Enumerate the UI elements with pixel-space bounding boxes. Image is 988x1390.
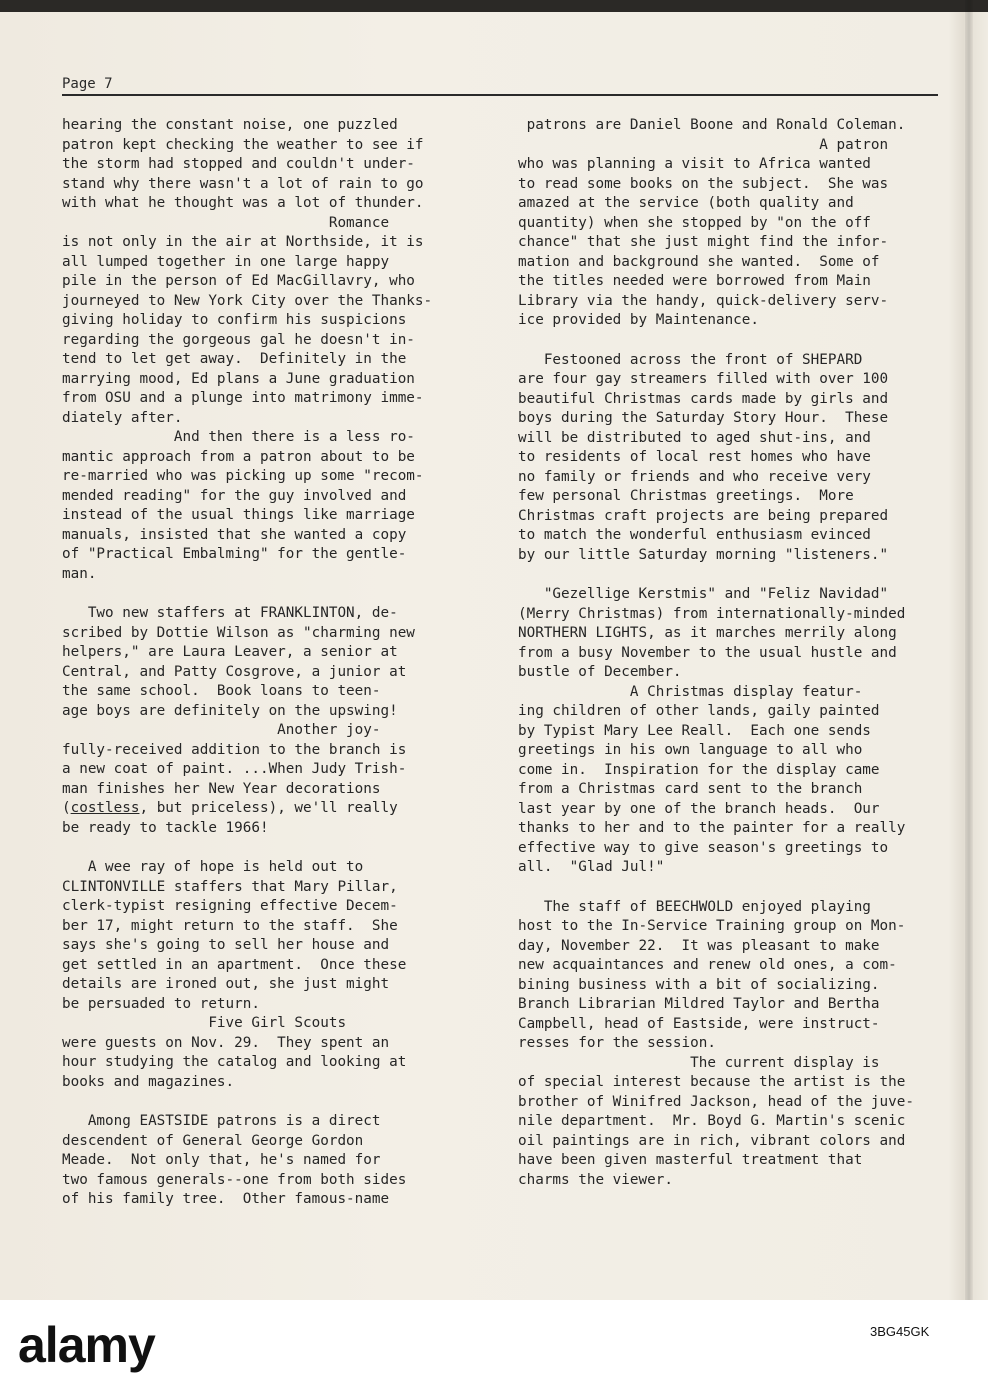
text-line: A patron <box>518 136 889 153</box>
text-line: says she's going to sell her house and <box>62 937 390 953</box>
header-rule <box>62 94 938 96</box>
text-line: quantity) when she stopped by "on the off <box>518 214 871 231</box>
paragraph-eastside <box>62 1112 492 1210</box>
text-line: A Christmas display featur- <box>518 683 863 700</box>
text-line: host to the In-Service Training group on Mon- <box>518 918 906 934</box>
right-column <box>518 116 968 1190</box>
text-line: Romance <box>62 214 390 231</box>
text-line: hearing the constant noise, one puzzled <box>62 117 398 133</box>
text-line: day, November 22. It was pleasant to make <box>518 937 880 954</box>
text-line: who was planning a visit to Africa wanted <box>518 156 871 172</box>
text-line: resses for the session. <box>518 1035 716 1051</box>
scan-top-edge <box>0 0 988 12</box>
text-line: boys during the Saturday Story Hour. These <box>518 410 889 426</box>
text-line: to match the wonderful enthusiasm evinced <box>518 527 871 543</box>
text-line: nile department. Mr. Boyd G. Martin's scenic <box>518 1113 906 1129</box>
text-line: fully-received addition to the branch is <box>62 741 407 758</box>
text-line: are four gay streamers filled with over 100 <box>518 371 889 387</box>
paragraph-northside <box>62 116 492 584</box>
text-line: Among EASTSIDE patrons is a direct <box>62 1113 381 1129</box>
text-line: be persuaded to return. <box>62 995 260 1012</box>
text-line: by Typist Mary Lee Reall. Each one sends <box>518 722 871 739</box>
text-line: few personal Christmas greetings. More <box>518 488 854 504</box>
text-line: mation and background she wanted. Some of <box>518 253 880 270</box>
text-line: Festooned across the front of SHEPARD <box>518 351 863 368</box>
text-line: age boys are definitely on the upswing! <box>62 702 398 719</box>
text-line-underlined: (costless, but priceless), we'll really <box>62 800 398 816</box>
text-line: oil paintings are in rich, vibrant colors and <box>518 1132 906 1149</box>
text-line: Meade. Not only that, he's named for <box>62 1152 381 1168</box>
text-line: of his family tree. Other famous-name <box>62 1191 390 1207</box>
text-line: (Merry Christmas) from internationally-minded <box>518 605 906 622</box>
text-line: descendent of General George Gordon <box>62 1132 364 1149</box>
text-line: man finishes her New Year decorations <box>62 780 381 797</box>
text-line: helpers," are Laura Leaver, a senior at <box>62 644 398 660</box>
text-line: charms the viewer. <box>518 1171 673 1188</box>
text-line: were guests on Nov. 29. They spent an <box>62 1034 390 1051</box>
text-line: chance" that she just might find the infor- <box>518 234 889 250</box>
text-line: giving holiday to confirm his suspicions <box>62 312 407 328</box>
text-line: thanks to her and to the painter for a really <box>518 820 906 836</box>
text-line: to residents of local rest homes who have <box>518 449 871 465</box>
text-line: brother of Winifred Jackson, head of the juve- <box>518 1093 914 1110</box>
text-line: CLINTONVILLE staffers that Mary Pillar, <box>62 878 398 895</box>
text-line: last year by one of the branch heads. Our <box>518 800 880 817</box>
text-line: mantic approach from a patron about to be <box>62 448 415 465</box>
text-line: the titles needed were borrowed from Main <box>518 273 871 289</box>
text-line: from a Christmas card sent to the branch <box>518 781 863 797</box>
text-line: clerk-typist resigning effective Decem- <box>62 898 398 914</box>
text-line: man. <box>62 565 97 582</box>
text-line: no family or friends and who receive very <box>518 468 871 485</box>
text-line: marrying mood, Ed plans a June graduation <box>62 370 415 387</box>
text-line: re-married who was picking up some "recom- <box>62 468 424 484</box>
text-line: patrons are Daniel Boone and Ronald Coleman. <box>518 117 906 133</box>
text-line: new acquaintances and renew old ones, a com- <box>518 957 897 973</box>
text-line: "Gezellige Kerstmis" and "Feliz Navidad" <box>518 586 889 602</box>
watermark-image-id: 3BG45GK <box>870 1324 930 1339</box>
text-line: get settled in an apartment. Once these <box>62 956 407 973</box>
text-line: hour studying the catalog and looking at <box>62 1054 407 1070</box>
text-line: effective way to give season's greetings to <box>518 839 889 856</box>
text-line: Two new staffers at FRANKLINTON, de- <box>62 605 398 621</box>
text-line: by our little Saturday morning "listeners." <box>518 546 889 563</box>
text-line: mended reading" for the guy involved and <box>62 487 407 504</box>
text-line: tend to let get away. Definitely in the <box>62 351 407 367</box>
text-line: have been given masterful treatment that <box>518 1152 863 1168</box>
text-line: scribed by Dottie Wilson as "charming new <box>62 624 415 641</box>
text-line: greetings in his own language to all who <box>518 742 863 758</box>
text-line: Central, and Patty Cosgrove, a junior at <box>62 663 407 680</box>
text-line: NORTHERN LIGHTS, as it marches merrily along <box>518 625 897 641</box>
text-line: all. "Glad Jul!" <box>518 859 665 875</box>
text-line: books and magazines. <box>62 1073 235 1090</box>
text-line: bining business with a bit of socializing. <box>518 976 880 993</box>
paragraph-eastside-continued <box>518 116 968 331</box>
page-number: Page 7 <box>62 76 113 92</box>
watermark-logo: alamy <box>18 1317 155 1373</box>
text-line: Library via the handy, quick-delivery serv- <box>518 292 889 309</box>
text-line: two famous generals--one from both sides <box>62 1171 407 1188</box>
text-line: amazed at the service (both quality and <box>518 195 854 211</box>
text-line: bustle of December. <box>518 664 682 680</box>
text-line: Five Girl Scouts <box>62 1015 347 1031</box>
left-column <box>62 116 492 1210</box>
text-line: the same school. Book loans to teen- <box>62 683 381 699</box>
paragraph-shepard <box>518 351 968 566</box>
text-line: come in. Inspiration for the display came <box>518 761 880 778</box>
text-line: The staff of BEECHWOLD enjoyed playing <box>518 898 871 915</box>
text-line: is not only in the air at Northside, it is <box>62 234 424 250</box>
text-line: of special interest because the artist is the <box>518 1074 906 1090</box>
text-line: from a busy November to the usual hustle and <box>518 644 897 661</box>
text-line: all lumped together in one large happy <box>62 253 390 270</box>
text-line: the storm had stopped and couldn't under- <box>62 156 415 172</box>
text-line: Christmas craft projects are being prepared <box>518 507 889 524</box>
text-line: beautiful Christmas cards made by girls and <box>518 390 889 407</box>
text-line: diately after. <box>62 409 183 426</box>
text-line: stand why there wasn't a lot of rain to go <box>62 175 424 192</box>
text-line: with what he thought was a lot of thunder. <box>62 195 424 211</box>
text-line: A wee ray of hope is held out to <box>62 859 364 875</box>
text-line: Campbell, head of Eastside, were instruct- <box>518 1015 880 1032</box>
text-line: will be distributed to aged shut-ins, and <box>518 429 871 446</box>
text-line: Branch Librarian Mildred Taylor and Bertha <box>518 996 880 1012</box>
paragraph-beechwold <box>518 898 968 1191</box>
text-line: ber 17, might return to the staff. She <box>62 917 398 934</box>
text-line: ing children of other lands, gaily painted <box>518 703 880 719</box>
text-line: The current display is <box>518 1054 880 1071</box>
text-line-underlined: be ready to tackle 1966! <box>62 819 269 836</box>
text-line: to read some books on the subject. She was <box>518 175 889 192</box>
text-line: details are ironed out, she just might <box>62 976 390 992</box>
text-line: from OSU and a plunge into matrimony imme- <box>62 390 424 406</box>
paragraph-clintonville <box>62 858 492 1092</box>
text-line: journeyed to New York City over the Thanks- <box>62 292 433 309</box>
text-line: manuals, insisted that she wanted a copy <box>62 526 407 543</box>
text-line: a new coat of paint. ...When Judy Trish- <box>62 761 407 777</box>
text-line: regarding the gorgeous gal he doesn't in- <box>62 331 415 348</box>
paragraph-franklinton <box>62 604 492 838</box>
text-line: Another joy- <box>62 722 381 738</box>
paragraph-northern-lights <box>518 585 968 878</box>
text-line: patron kept checking the weather to see if <box>62 136 424 153</box>
text-line: And then there is a less ro- <box>62 429 415 445</box>
text-line: of "Practical Embalming" for the gentle- <box>62 546 407 562</box>
text-line: instead of the usual things like marriage <box>62 507 415 523</box>
text-line: pile in the person of Ed MacGillavry, who <box>62 273 415 289</box>
text-line: ice provided by Maintenance. <box>518 312 760 328</box>
